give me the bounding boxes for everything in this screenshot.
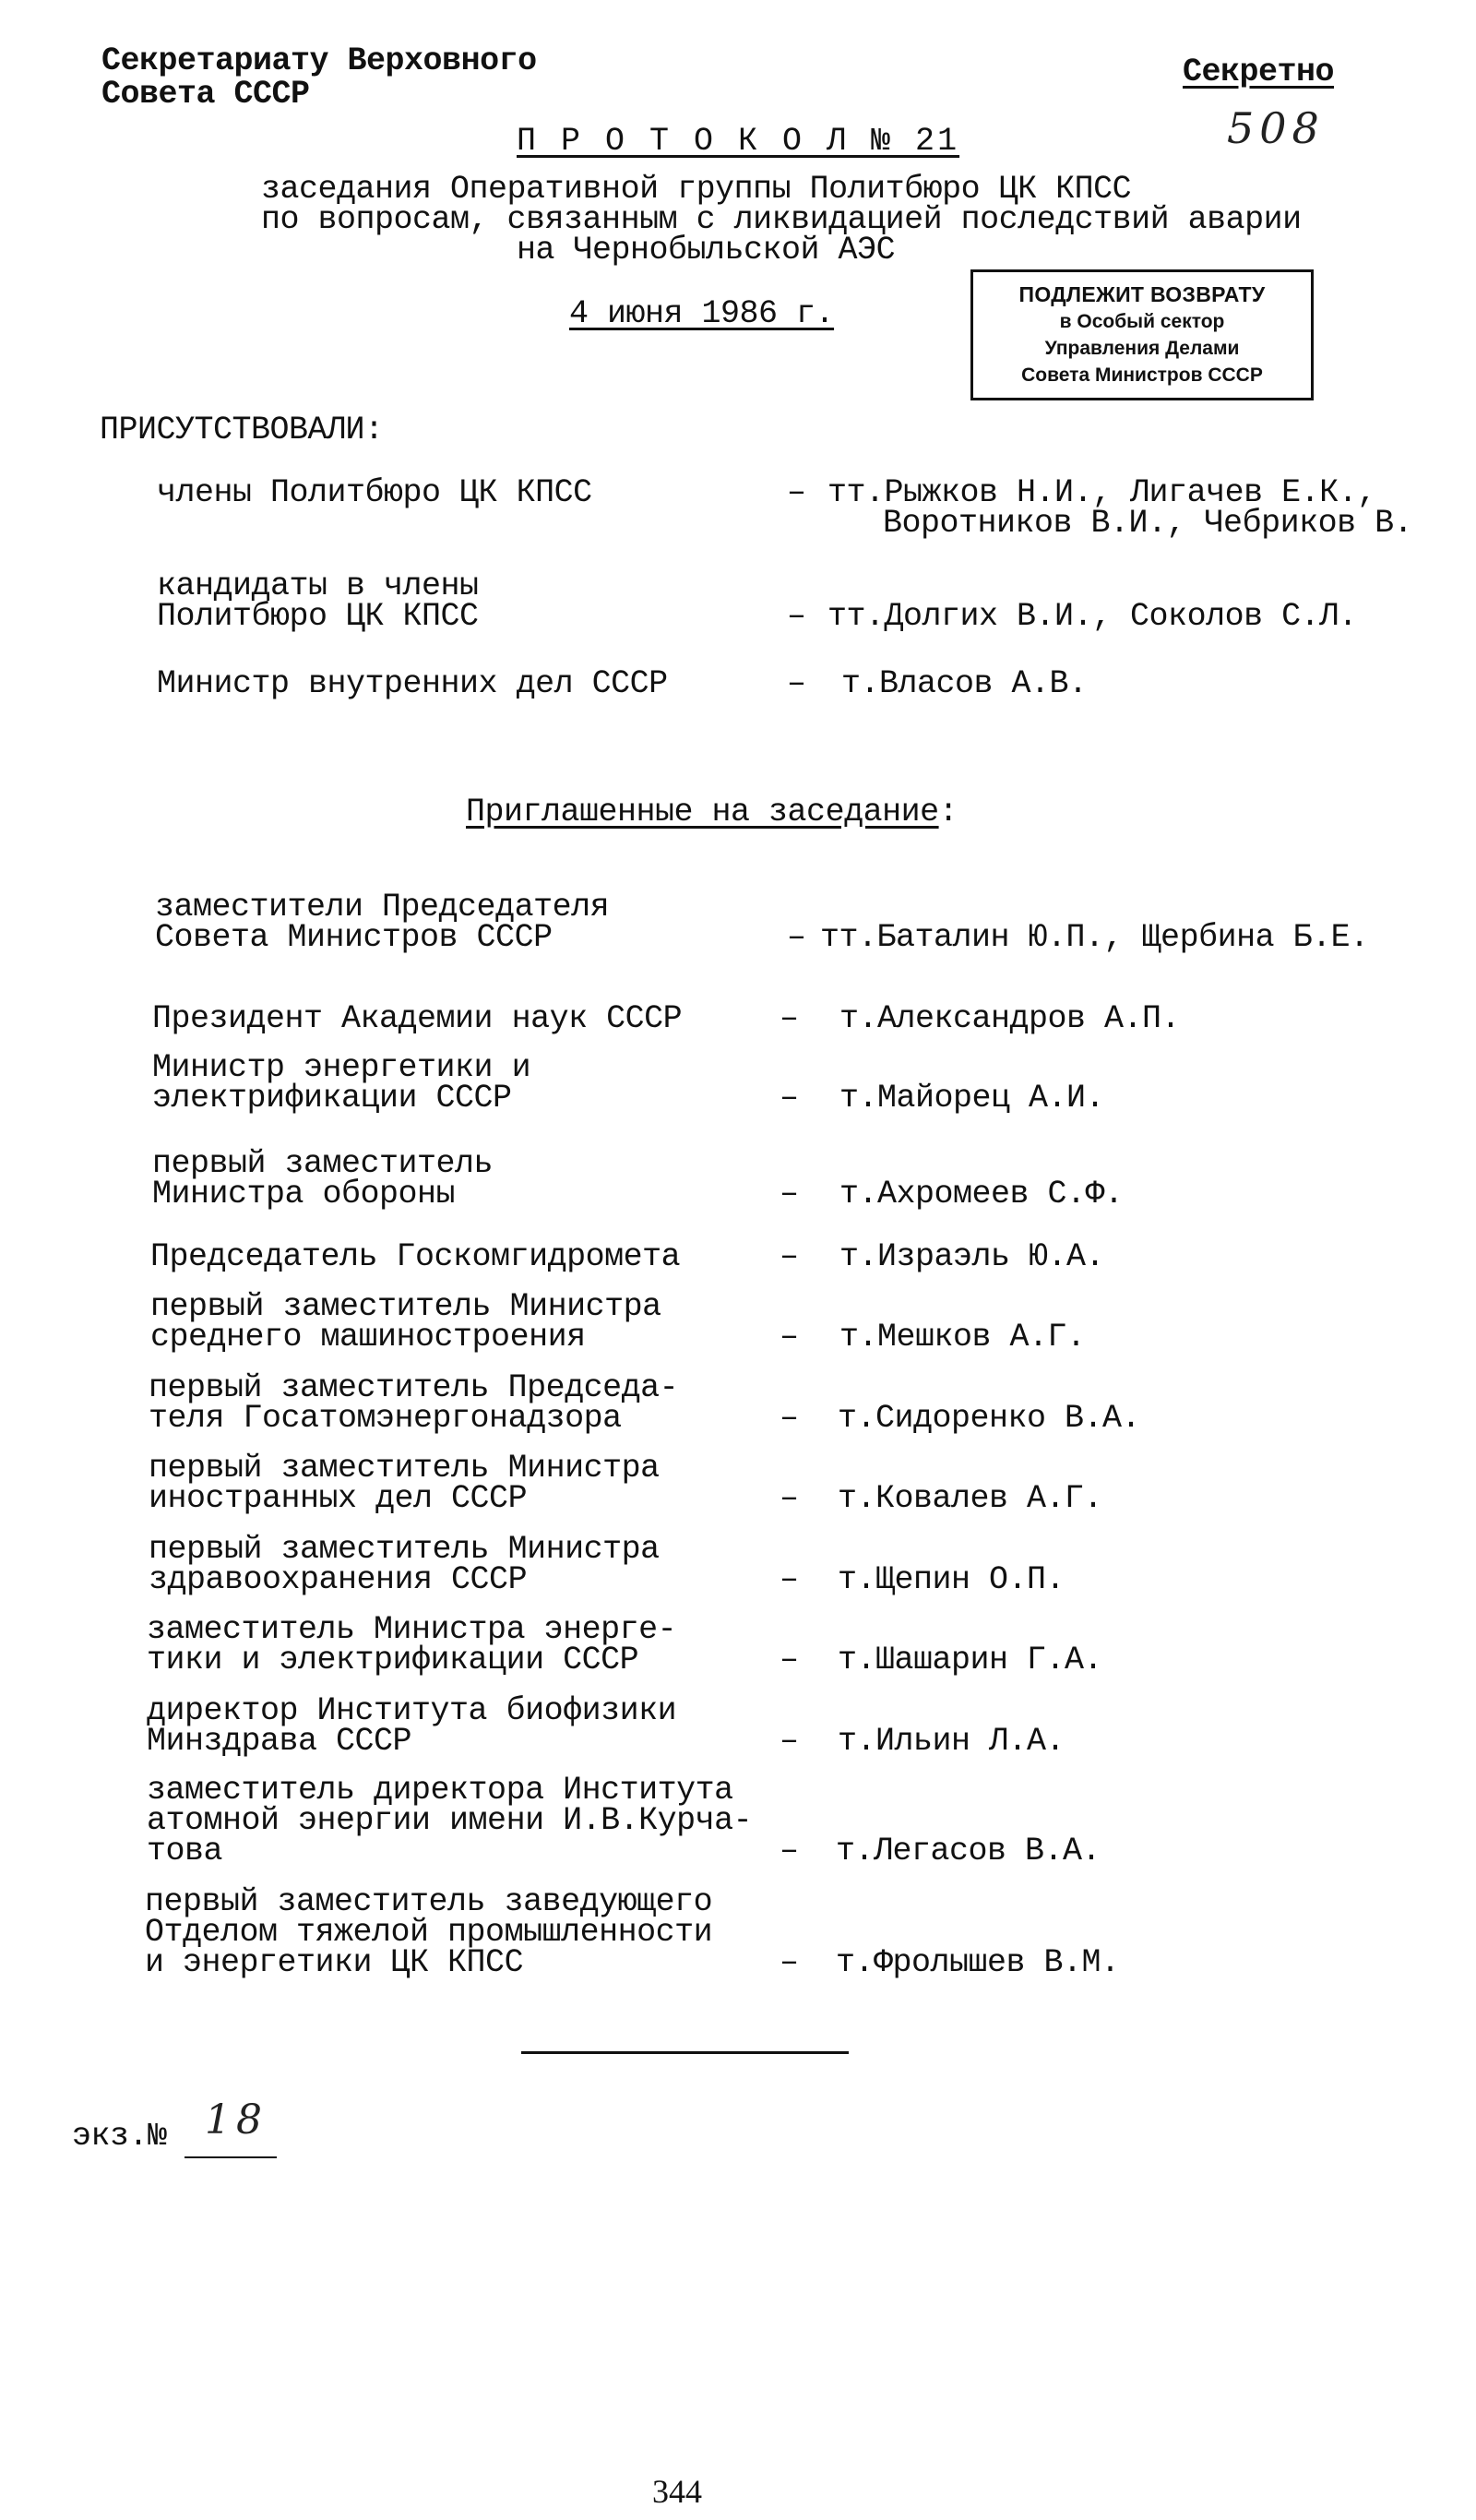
addressee [101, 44, 537, 111]
row-dash: – [780, 1642, 800, 1678]
copy-number: 18 [205, 2096, 268, 2144]
invited-role: первый заместитель заведующего [145, 1883, 713, 1920]
present-names: тт.Долгих В.И., Соколов С.Л. [827, 598, 1358, 635]
invited-role: Министр энергетики и [152, 1049, 531, 1086]
invited-role: Министра обороны [152, 1176, 456, 1212]
classification-mark: Секретно [1183, 54, 1335, 90]
invited-role: и энергетики ЦК КПСС [145, 1944, 524, 1981]
invited-role: заместитель директора Института [147, 1772, 733, 1809]
row-dash: – [780, 1833, 800, 1869]
invited-names: т.Сидоренко В.А. [838, 1400, 1141, 1437]
row-dash: – [780, 1561, 800, 1598]
row-dash: – [780, 1480, 800, 1517]
invited-heading-wrap [466, 795, 958, 829]
copy-label: экз.№ [72, 2118, 167, 2155]
invited-names: т.Фролышев В.М. [836, 1944, 1120, 1981]
invited-names: т.Александров А.П. [839, 1000, 1181, 1037]
invited-colon: : [938, 794, 958, 830]
invited-names: тт.Баталин Ю.П., Щербина Б.Е. [820, 919, 1369, 956]
stamp-line: Совета Министров СССР [1021, 364, 1263, 386]
present-role: Министр внутренних дел СССР [157, 665, 668, 702]
present-role: Политбюро ЦК КПСС [157, 598, 479, 635]
copy-number-underline [184, 2156, 277, 2158]
invited-role: электрификации СССР [152, 1080, 512, 1117]
row-dash: – [787, 919, 807, 956]
row-dash: – [787, 665, 807, 702]
present-role: члены Политбюро ЦК КПСС [157, 474, 592, 511]
addressee-line: Совета СССР [101, 76, 310, 113]
row-dash: – [780, 1723, 800, 1760]
present-names: Воротников В.И., Чебриков В. [883, 505, 1413, 542]
invited-role: Отделом тяжелой промышленности [145, 1914, 713, 1951]
row-dash: – [780, 1176, 800, 1212]
protocol-date: 4 июня 1986 г. [569, 295, 835, 332]
invited-role: теля Госатомэнергонадзора [149, 1400, 622, 1437]
row-dash: – [787, 474, 807, 511]
invited-role: среднего машиностроения [150, 1319, 586, 1356]
invited-names: т.Мешков А.Г. [839, 1319, 1086, 1356]
page-number: 344 [652, 2473, 702, 2510]
subtitle-line: на Чернобыльской АЭС [517, 232, 896, 269]
present-names: тт.Рыжков Н.И., Лигачев Е.К., [827, 474, 1376, 511]
row-dash: – [780, 1080, 800, 1117]
handwritten-number: 508 [1227, 103, 1325, 153]
invited-role: первый заместитель [152, 1145, 494, 1182]
invited-role: первый заместитель Министра [149, 1531, 660, 1568]
invited-names: т.Майорец А.И. [839, 1080, 1105, 1117]
protocol-title: П Р О Т О К О Л № 21 [517, 123, 960, 160]
invited-role: тики и электрификации СССР [147, 1642, 639, 1678]
row-dash: – [780, 1000, 800, 1037]
invited-role: иностранных дел СССР [149, 1480, 528, 1517]
invited-names: т.Шашарин Г.А. [838, 1642, 1103, 1678]
invited-role: первый заместитель Министра [150, 1288, 661, 1325]
present-heading: ПРИСУТСТВОВАЛИ: [100, 412, 384, 448]
invited-role: Совета Министров СССР [155, 919, 553, 956]
row-dash: – [787, 598, 807, 635]
invited-role: первый заместитель Министра [149, 1450, 660, 1487]
subtitle-line: заседания Оперативной группы Политбюро ЦК КПСС [261, 171, 1132, 208]
stamp-line: в Особый сектор [1059, 311, 1225, 332]
invited-names: т.Ильин Л.А. [838, 1723, 1065, 1760]
present-role: кандидаты в члены [157, 567, 479, 604]
invited-role: това [147, 1833, 223, 1869]
invited-role: заместители Председателя [155, 889, 610, 926]
invited-names: т.Ковалев А.Г. [838, 1480, 1103, 1517]
invited-heading: Приглашенные на заседание [466, 794, 939, 830]
closing-rule [521, 2051, 849, 2054]
stamp-line: Управления Делами [1044, 338, 1240, 359]
stamp-line: ПОДЛЕЖИТ ВОЗВРАТУ [1018, 282, 1266, 306]
addressee-line: Секретариату Верховного [101, 42, 537, 79]
invited-role: Минздрава СССР [147, 1723, 412, 1760]
invited-role: первый заместитель Председа- [149, 1369, 679, 1406]
row-dash: – [780, 1238, 800, 1275]
row-dash: – [780, 1400, 800, 1437]
row-dash: – [780, 1944, 800, 1981]
invited-names: т.Ахромеев С.Ф. [839, 1176, 1124, 1212]
invited-names: т.Легасов В.А. [836, 1833, 1101, 1869]
invited-role: здравоохранения СССР [149, 1561, 528, 1598]
invited-role: атомной энергии имени И.В.Курча- [147, 1802, 753, 1839]
present-names: т.Власов А.В. [841, 665, 1088, 702]
invited-role: директор Института биофизики [147, 1692, 677, 1729]
invited-role: Председатель Госкомгидромета [150, 1238, 681, 1275]
return-stamp [970, 269, 1314, 400]
invited-names: т.Щепин О.П. [838, 1561, 1065, 1598]
invited-role: заместитель Министра энерге- [147, 1611, 677, 1648]
invited-names: т.Израэль Ю.А. [839, 1238, 1105, 1275]
subtitle-line: по вопросам, связанным с ликвидацией последствий аварии [261, 201, 1302, 238]
invited-role: Президент Академии наук СССР [152, 1000, 683, 1037]
row-dash: – [780, 1319, 800, 1356]
